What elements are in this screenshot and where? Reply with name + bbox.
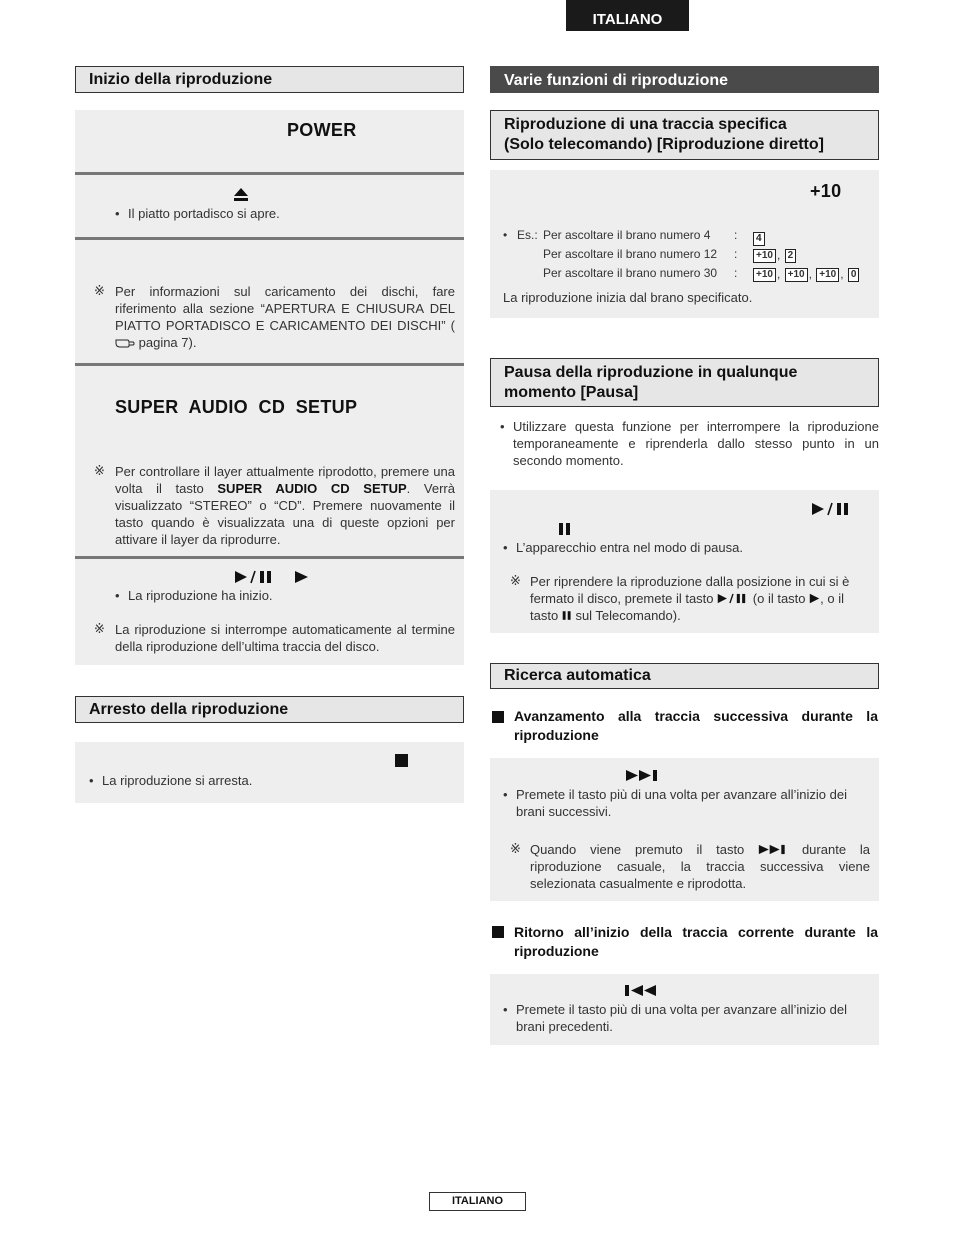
key-plus10: +10 bbox=[785, 268, 808, 282]
play-icon bbox=[809, 593, 820, 604]
example-track-4: Per ascoltare il brano numero 4 bbox=[543, 228, 711, 242]
bullet-dot: • bbox=[500, 419, 505, 434]
example-prefix: Es.: bbox=[517, 228, 538, 242]
colon: : bbox=[734, 228, 738, 242]
layer-note: Per controllare il layer attualmente riprodotto, premere una volta il tasto SUPER AUDIO CD SETUP. Verrà visualizzato “STEREO” o “CD”. Premere nuovamente il tasto quando è visualizzata una di queste opzioni per attivare il layer da riprodurre. bbox=[115, 464, 455, 547]
skip-forward-icon bbox=[758, 844, 788, 855]
key-4: 4 bbox=[753, 232, 765, 246]
colon: : bbox=[734, 266, 738, 280]
bullet-dot: • bbox=[115, 206, 120, 221]
section-title-start-playback bbox=[75, 66, 464, 93]
key-plus10: +10 bbox=[753, 249, 776, 263]
subtitle-next-track: Avanzamento alla traccia successiva durante la riproduzione bbox=[514, 708, 878, 743]
direct-result-text: La riproduzione inizia dal brano specificato. bbox=[503, 290, 753, 305]
stop-icon bbox=[395, 754, 408, 767]
pause-icon bbox=[562, 610, 572, 621]
bullet-dot: • bbox=[503, 787, 508, 802]
note-mark: ※ bbox=[510, 841, 521, 856]
key-0: 0 bbox=[848, 268, 860, 282]
section-title-text: Ricerca automatica bbox=[504, 667, 651, 684]
next-track-text: Premete il tasto più di una volta per avanzare all’inizio dei brani successivi. bbox=[516, 787, 847, 819]
example-track-12: Per ascoltare il brano numero 12 bbox=[543, 247, 718, 261]
section-title-auto-search bbox=[490, 663, 879, 689]
eject-icon bbox=[233, 187, 249, 202]
section-title-various-functions bbox=[490, 66, 879, 93]
pause-intro-text: Utilizzare questa funzione per interrompere la riproduzione temporaneamente e riprenderla dallo stesso punto in un secondo momento. bbox=[513, 419, 879, 468]
section-title-text: Inizio della riproduzione bbox=[89, 71, 273, 88]
play-icon bbox=[294, 570, 310, 584]
bullet-dot: • bbox=[503, 228, 508, 242]
colon: : bbox=[734, 247, 738, 261]
bullet-dot: • bbox=[89, 773, 94, 788]
footer-language-label: ITALIANO bbox=[429, 1192, 526, 1211]
random-next-note: Quando viene premuto il tasto durante la riproduzione casuale, la traccia successiva viene selezionata casualmente e riprodotta. bbox=[530, 842, 870, 891]
bullet-dot: • bbox=[503, 1002, 508, 1017]
key-2: 2 bbox=[785, 249, 797, 263]
pause-icon bbox=[558, 522, 572, 536]
play-pause-icon bbox=[717, 593, 749, 604]
bullet-dot: • bbox=[503, 540, 508, 555]
square-bullet-icon bbox=[492, 711, 504, 723]
power-label: POWER bbox=[287, 120, 357, 140]
pointing-hand-icon bbox=[115, 336, 135, 348]
skip-forward-icon bbox=[625, 769, 661, 782]
square-bullet-icon bbox=[492, 926, 504, 938]
section-title-direct-play: Riproduzione di una traccia specifica (Solo telecomando) [Riproduzione diretto] bbox=[490, 110, 879, 160]
note-mark: ※ bbox=[510, 573, 521, 588]
step-box-power bbox=[75, 110, 464, 172]
skip-back-icon bbox=[624, 984, 660, 997]
note-mark: ※ bbox=[94, 283, 105, 298]
tray-opens-text: Il piatto portadisco si apre. bbox=[128, 206, 280, 221]
key-sequence-4 bbox=[752, 229, 766, 247]
language-tab: ITALIANO bbox=[566, 0, 689, 31]
auto-stop-note: La riproduzione si interrompe automaticamente al termine della riproduzione dell’ultima traccia del disco. bbox=[115, 622, 455, 654]
plus10-label: +10 bbox=[810, 181, 842, 201]
note-mark: ※ bbox=[94, 463, 105, 478]
section-title-text: Varie funzioni di riproduzione bbox=[504, 72, 729, 89]
key-plus10: +10 bbox=[753, 268, 776, 282]
key-sequence-12: +10 , 2 bbox=[752, 247, 797, 264]
stop-text: La riproduzione si arresta. bbox=[102, 773, 253, 788]
sacd-setup-label: SUPER AUDIO CD SETUP bbox=[115, 397, 358, 417]
play-pause-icon bbox=[811, 502, 853, 516]
example-track-30: Per ascoltare il brano numero 30 bbox=[543, 266, 718, 280]
key-sequence-30: +10 , +10 , +10 , 0 bbox=[752, 266, 860, 283]
section-title-pause: Pausa della riproduzione in qualunque momento [Pausa] bbox=[490, 358, 879, 407]
note-mark: ※ bbox=[94, 621, 105, 636]
sacd-setup-key: SUPER AUDIO CD SETUP bbox=[217, 481, 407, 496]
bullet-dot: • bbox=[115, 588, 120, 603]
section-title-text: Arresto della riproduzione bbox=[89, 701, 289, 718]
section-title-stop-playback bbox=[75, 696, 464, 723]
load-disc-note: Per informazioni sul caricamento dei dischi, fare riferimento alla sezione “APERTURA E CHIUSURA DEL PIATTO PORTADISCO E CARICAMENTO DEI DISCHI” ( pagina 7). bbox=[115, 284, 455, 350]
play-pause-icon bbox=[234, 570, 276, 584]
resume-note: Per riprendere la riproduzione dalla posizione in cui si è fermato il disco, premete il tasto (o il tasto , o il tasto sul Telecomando). bbox=[530, 574, 850, 623]
pause-mode-text: L’apparecchio entra nel modo di pausa. bbox=[516, 540, 743, 555]
play-starts-text: La riproduzione ha inizio. bbox=[128, 588, 273, 603]
key-plus10: +10 bbox=[816, 268, 839, 282]
previous-track-text: Premete il tasto più di una volta per avanzare all’inizio del brani precedenti. bbox=[516, 1002, 847, 1034]
subtitle-current-track: Ritorno all’inizio della traccia corrente durante la riproduzione bbox=[514, 924, 878, 959]
